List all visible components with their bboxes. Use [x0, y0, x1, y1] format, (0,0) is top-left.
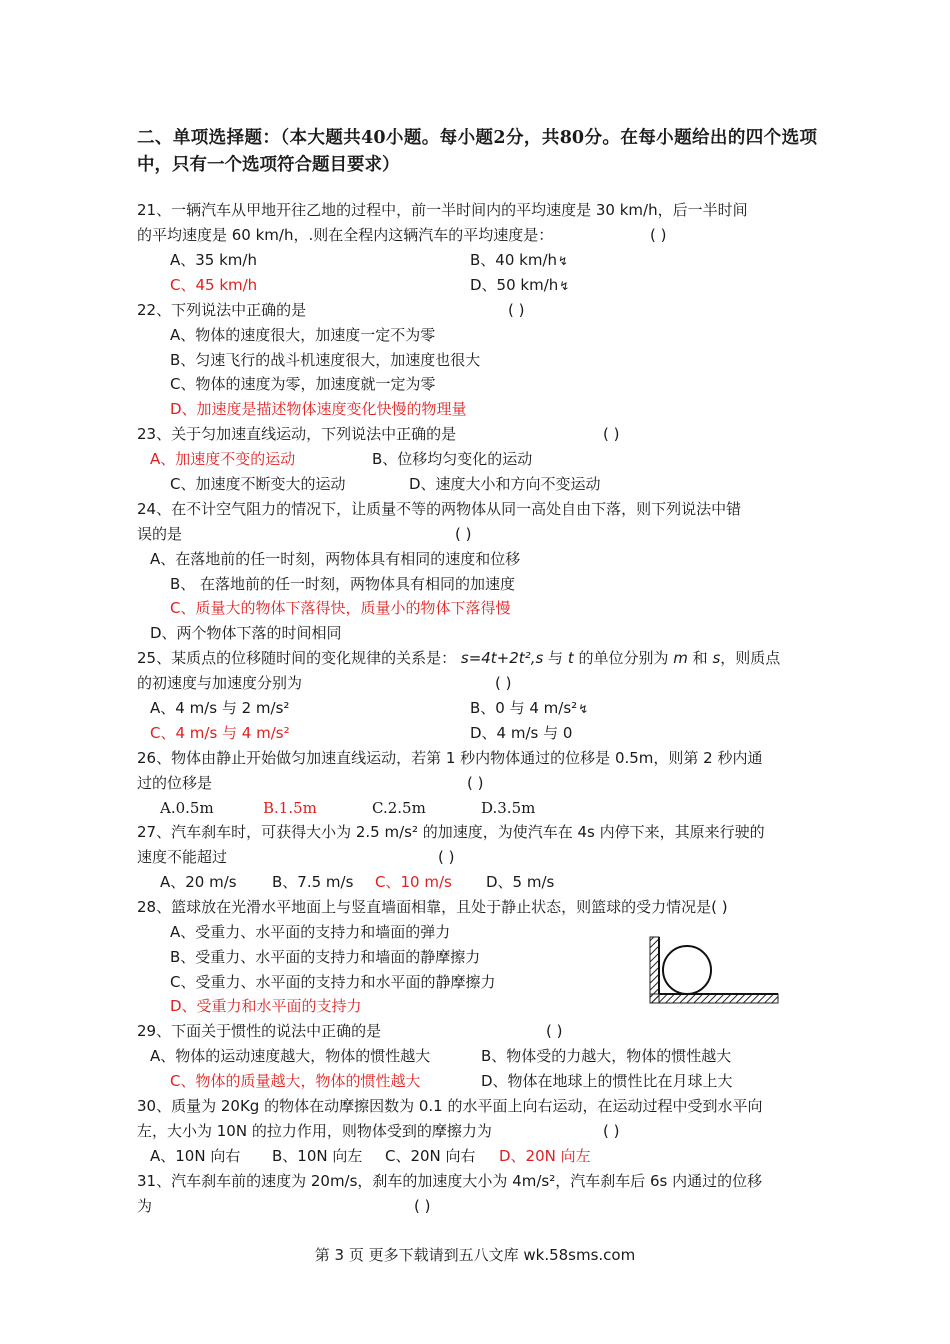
- q28-option-d: D、受重力和水平面的支持力: [170, 997, 362, 1015]
- q23-option-a: A、加速度不变的运动: [150, 450, 296, 468]
- q26-option-a: A.0.5m: [160, 799, 214, 817]
- q25-option-c: C、4 m/s 与 4 m/s²: [150, 724, 290, 742]
- q30-option-a: A、10N 向右: [150, 1147, 241, 1165]
- basketball: [663, 946, 711, 994]
- q25-unit-s: s: [712, 649, 721, 667]
- q22-option-b: B、匀速飞行的战斗机速度很大，加速度也很大: [170, 351, 481, 369]
- q30-option-b: B、10N 向左: [272, 1147, 363, 1165]
- q21-option-a: A、35 km/h: [170, 251, 257, 269]
- q31-answer-blank: ( ): [414, 1197, 431, 1215]
- q27-answer-blank: ( ): [438, 848, 455, 866]
- q25-option-a: A、4 m/s 与 2 m/s²: [150, 699, 290, 717]
- q25-stem-text: 和: [687, 649, 713, 667]
- q31-stem-line2: 为: [137, 1197, 153, 1215]
- q29-stem: 29、下面关于惯性的说法中正确的是: [137, 1022, 382, 1040]
- q21-option-d-text: D、50 km/h: [470, 276, 559, 294]
- section-title: 二、单项选择题：（本大题共40小题。每小题2分，共80分。在每小题给出的四个选项中，只有一个选项符合题目要求）: [137, 128, 817, 175]
- q22-option-d: D、加速度是描述物体速度变化快慢的物理量: [170, 400, 467, 418]
- q25-stem-line2: 的初速度与加速度分别为: [137, 674, 303, 692]
- q30-stem-line2: 左，大小为 10N 的拉力作用，则物体受到的摩擦力为: [137, 1122, 492, 1140]
- q25-option-b-text: B、0 与 4 m/s²: [470, 699, 578, 717]
- wall-hatch: [650, 937, 659, 1003]
- q26-option-c: C.2.5m: [372, 799, 426, 817]
- q22-option-a: A、物体的速度很大，加速度一定不为零: [170, 326, 436, 344]
- q26-option-d: D.3.5m: [481, 799, 536, 817]
- q23-stem: 23、关于匀加速直线运动，下列说法中正确的是: [137, 425, 457, 443]
- q25-stem-line1: [137, 648, 780, 668]
- q21-option-c: C、45 km/h: [170, 276, 258, 294]
- q23-answer-blank: ( ): [603, 425, 620, 443]
- q24-stem-line2: 误的是: [137, 525, 183, 543]
- q27-option-b: B、7.5 m/s: [272, 873, 354, 891]
- q27-stem-line1: 27、汽车刹车时，可获得大小为 2.5 m/s² 的加速度，为使汽车在 4s 内停下来，其原来行驶的: [137, 823, 765, 841]
- floor-hatch: [650, 994, 778, 1003]
- q22-stem: 22、下列说法中正确的是: [137, 301, 307, 319]
- q30-stem-line1: 30、质量为 20Kg 的物体在动摩擦因数为 0.1 的水平面上向右运动，在运动过程中受到水平向: [137, 1097, 763, 1115]
- q29-option-a: A、物体的运动速度越大，物体的惯性越大: [150, 1047, 431, 1065]
- q24-option-c: C、质量大的物体下落得快，质量小的物体下落得慢: [170, 599, 511, 617]
- q25-unit-m: m: [673, 649, 688, 667]
- q28-option-b: B、受重力、水平面的支持力和墙面的静摩擦力: [170, 948, 481, 966]
- q29-option-d: D、物体在地球上的惯性比在月球上大: [481, 1072, 733, 1090]
- q23-option-d: D、速度大小和方向不变运动: [409, 475, 601, 493]
- q26-answer-blank: ( ): [467, 774, 484, 792]
- q24-answer-blank: ( ): [455, 525, 472, 543]
- q21-option-b: [470, 250, 568, 271]
- q24-option-d: D、两个物体下落的时间相同: [150, 624, 342, 642]
- q25-formula: s=4t+2t²,s: [460, 649, 544, 667]
- q25-answer-blank: ( ): [495, 674, 512, 692]
- q23-option-b: B、位移均匀变化的运动: [372, 450, 533, 468]
- mouse-glyph-icon: ↯: [558, 254, 569, 268]
- q27-option-c: C、10 m/s: [375, 873, 452, 891]
- q25-stem-text: 与: [543, 649, 568, 667]
- q28-option-c: C、受重力、水平面的支持力和水平面的静摩擦力: [170, 973, 496, 991]
- q24-stem-line1: 24、在不计空气阻力的情况下，让质量不等的两物体从同一高处自由下落，则下列说法中错: [137, 500, 742, 518]
- q29-option-b: B、物体受的力越大，物体的惯性越大: [481, 1047, 732, 1065]
- q24-option-b: B、 在落地前的任一时刻，两物体具有相同的加速度: [170, 575, 516, 593]
- mouse-glyph-icon: ↯: [578, 702, 589, 716]
- q21-stem-line1: 21、一辆汽车从甲地开往乙地的过程中，前一半时间内的平均速度是 30 km/h，后一半时间: [137, 201, 748, 219]
- q25-option-d: D、4 m/s 与 0: [470, 724, 573, 742]
- q23-option-c: C、加速度不断变大的运动: [170, 475, 346, 493]
- q30-option-d: D、20N 向左: [499, 1147, 591, 1165]
- q21-option-b-text: B、40 km/h: [470, 251, 558, 269]
- basketball-wall-figure: [648, 935, 783, 1007]
- q21-option-d: [470, 275, 569, 296]
- q21-answer-blank: ( ): [650, 226, 667, 244]
- q25-stem-text: 的单位分别为: [573, 649, 674, 667]
- q22-answer-blank: ( ): [508, 301, 525, 319]
- q25-stem-text: 25、某质点的位移随时间的变化规律的关系是：: [137, 649, 457, 667]
- q28-option-a: A、受重力、水平面的支持力和墙面的弹力: [170, 923, 451, 941]
- q26-stem-line2: 过的位移是: [137, 774, 213, 792]
- q22-option-c: C、物体的速度为零，加速度就一定为零: [170, 375, 436, 393]
- q29-answer-blank: ( ): [546, 1022, 563, 1040]
- q25-stem-text: ，则质点: [720, 649, 781, 667]
- q30-answer-blank: ( ): [603, 1122, 620, 1140]
- q29-option-c: C、物体的质量越大，物体的惯性越大: [170, 1072, 421, 1090]
- q27-option-a: A、20 m/s: [160, 873, 237, 891]
- q24-option-a: A、在落地前的任一时刻，两物体具有相同的速度和位移: [150, 550, 521, 568]
- q25-option-b: [470, 698, 588, 719]
- q25-unit-t: t: [567, 649, 574, 667]
- q26-option-b: B.1.5m: [263, 799, 317, 817]
- page-footer: 第 3 页 更多下载请到五八文库 wk.58sms.com: [314, 1246, 636, 1264]
- q21-stem-line2: 的平均速度是 60 km/h，.则在全程内这辆汽车的平均速度是：: [137, 226, 554, 244]
- q28-stem: 28、篮球放在光滑水平地面上与竖直墙面相靠，且处于静止状态，则篮球的受力情况是( ): [137, 898, 728, 916]
- q27-stem-line2: 速度不能超过: [137, 848, 228, 866]
- q27-option-d: D、5 m/s: [486, 873, 555, 891]
- mouse-glyph-icon: ↯: [559, 279, 570, 293]
- q26-stem-line1: 26、物体由静止开始做匀加速直线运动，若第 1 秒内物体通过的位移是 0.5m，则第 2 秒内通: [137, 749, 763, 767]
- q31-stem-line1: 31、汽车刹车前的速度为 20m/s，刹车的加速度大小为 4m/s²，汽车刹车后 6s 内通过的位移: [137, 1172, 763, 1190]
- q30-option-c: C、20N 向右: [385, 1147, 476, 1165]
